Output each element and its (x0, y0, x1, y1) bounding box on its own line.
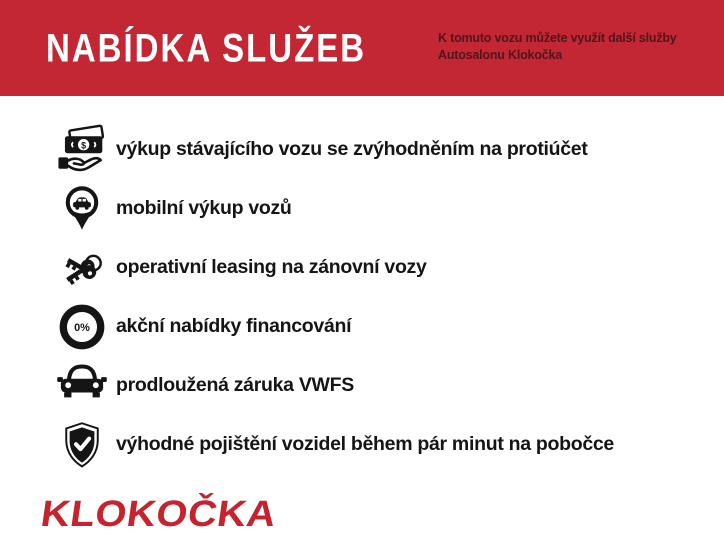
service-label: mobilní výkup vozů (116, 197, 292, 219)
svg-text:$: $ (81, 139, 87, 150)
page-title: NABÍDKA SLUŽEB (46, 25, 367, 71)
service-label: výkup stávajícího vozu se zvýhodněním na protiúčet (116, 138, 588, 160)
svg-text:0%: 0% (74, 321, 90, 334)
keys-icon (56, 242, 108, 294)
header-subtitle-line2: Autosalonu Klokočka (438, 48, 562, 62)
cash-in-hand-icon (56, 124, 108, 176)
service-label: prodloužená záruka VWFS (116, 374, 354, 396)
service-item (56, 238, 724, 297)
service-item (56, 179, 724, 238)
car-icon (56, 360, 108, 412)
service-label: akční nabídky financování (116, 315, 352, 337)
service-item (56, 415, 724, 474)
zero-percent-icon (56, 301, 108, 353)
header-banner (0, 0, 724, 96)
header-subtitle (438, 30, 677, 64)
service-item (56, 297, 724, 356)
services-list (56, 120, 724, 474)
service-item (56, 120, 724, 179)
klokocka-logo: KLOKOČKA (38, 494, 280, 535)
service-item (56, 356, 724, 415)
service-label: výhodné pojištění vozidel během pár minut na pobočce (116, 433, 614, 455)
header-subtitle-line1: K tomuto vozu můžete využít další služby (438, 31, 677, 45)
service-label: operativní leasing na zánovní vozy (116, 256, 427, 278)
shield-check-icon (56, 419, 108, 471)
location-pin-car-icon (56, 183, 108, 235)
